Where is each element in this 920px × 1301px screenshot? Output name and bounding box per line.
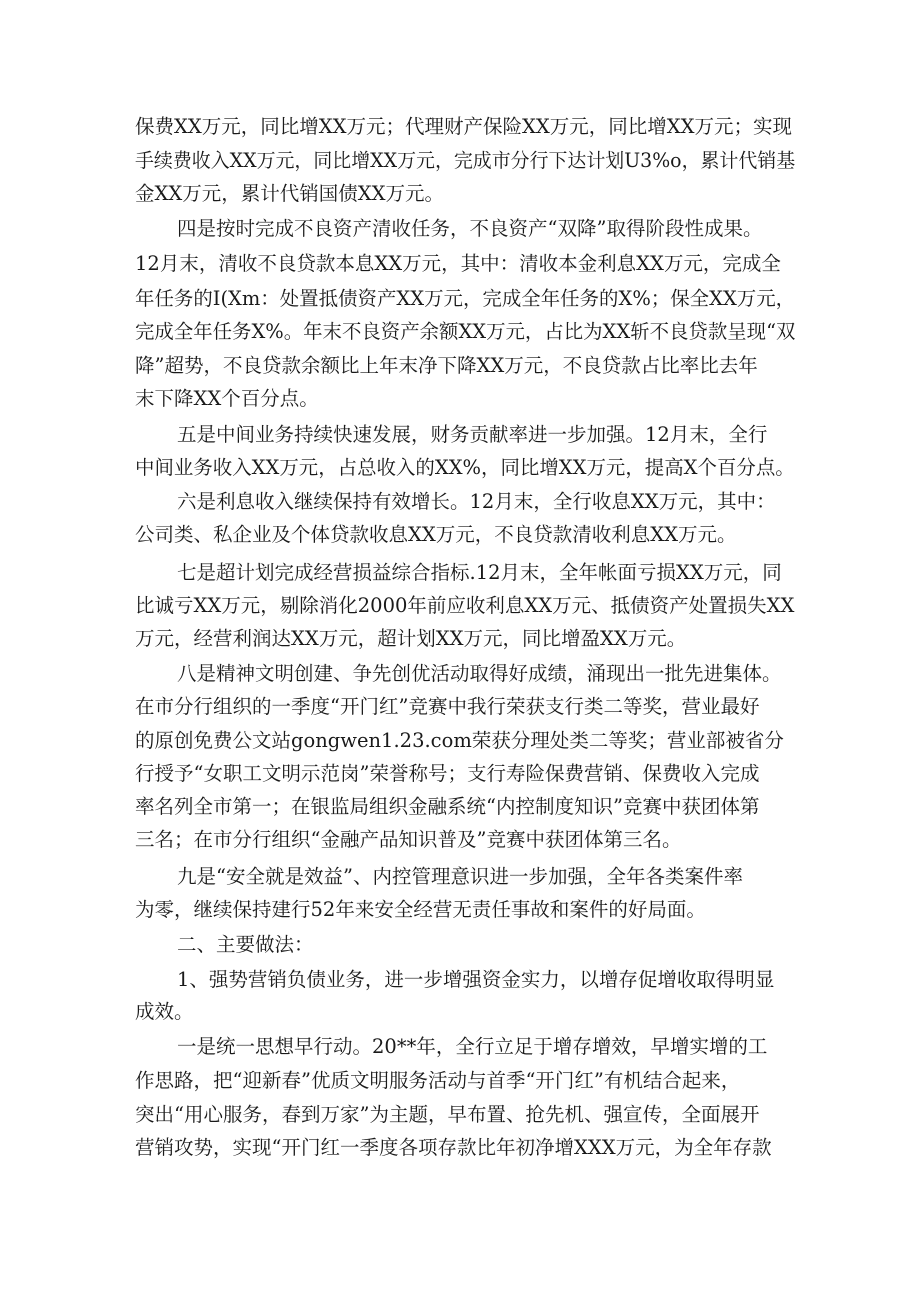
text-line: 率名列全市第一；在银监局组织金融系统“内控制度知识”竞赛中获团体第 (135, 795, 760, 818)
text-line: 突出“用心服务，春到万家”为主题，早布置、抢先机、强宣传，全面展开 (135, 1103, 760, 1126)
paragraph-start-line: 八是精神文明创建、争先创优活动取得好成绩，涌现出一批先进集体。 (177, 662, 782, 685)
text-line: 成效。 (135, 1000, 194, 1023)
text-line: 作思路，把“迎新春”优质文明服务活动与首季“开门红”有机结合起来， (135, 1069, 741, 1092)
text-line: 金XX万元，累计代销国债XX万元。 (135, 182, 445, 205)
paragraph-start-line: 六是利息收入继续保持有效增长。12月末，全行收息XX万元，其中： (177, 490, 776, 513)
text-line: 降”超势，不良贷款余额比上年末净下降XX万元，不良贷款占比率比去年 (135, 354, 758, 377)
text-line: 万元，经营利润达XX万元，超计划XX万元，同比增盈XX万元。 (135, 627, 687, 650)
text-line: 比诚亏XX万元，剔除消化2000年前应收利息XX万元、抵债资产处置损失XX (135, 594, 795, 617)
text-line: 在市分行组织的一季度“开门红”竞赛中我行荣获支行类二等奖，营业最好 (135, 695, 760, 718)
text-line: 三名；在市分行组织“金融产品知识普及”竞赛中获团体第三名。 (135, 828, 682, 851)
paragraph-start-line: 九是“安全就是效益”、内控管理意识进一步加强，全年各类案件率 (177, 865, 743, 888)
text-line: 行授予“女职工文明示范岗”荣誉称号；支行寿险保费营销、保费收入完成 (135, 762, 760, 785)
paragraph-start-line: 五是中间业务持续快速发展，财务贡献率进一步加强。12月末，全行 (177, 423, 768, 446)
text-line: 公司类、私企业及个体贷款收息XX万元，不良贷款清收利息XX万元。 (135, 523, 737, 546)
section-heading: 二、主要做法： (177, 933, 314, 956)
text-line: 年任务的I(Xm：处置抵债资产XX万元，完成全年任务的X%；保全XX万元， (135, 287, 795, 310)
text-line: 完成全年任务X%。年末不良资产余额XX万元，占比为XX斩不良贷款呈现“双 (135, 320, 795, 343)
text-line: 末下降XX个百分点。 (135, 387, 319, 410)
text-line: 营销攻势，实现“开门红一季度各项存款比年初净增XXX万元，为全年存款 (135, 1136, 772, 1159)
paragraph-start-line: 七是超计划完成经营损益综合指标.12月末，全年帐面亏损XX万元，同 (177, 561, 782, 584)
text-line: 的原创免费公文站gongwen1.23.com荣获分理处类二等奖；营业部被省分 (135, 729, 784, 752)
text-line: 手续费收入XX万元，同比增XX万元，完成市分行下达计划U3%o，累计代销基 (135, 149, 795, 172)
paragraph-start-line: 四是按时完成不良资产清收任务，不良资产“双降”取得阶段性成果。 (177, 217, 763, 240)
text-line: 为零，继续保持建行52年来安全经营无责任事故和案件的好局面。 (135, 898, 706, 921)
text-line: 中间业务收入XX万元，占总收入的XX%，同比增XX万元，提高X个百分点。 (135, 456, 795, 479)
subsection-heading: 1、强势营销负债业务，进一步增强资金实力，以增存促增收取得明显 (177, 968, 775, 991)
text-line: 12月末，清收不良贷款本息XX万元，其中：清收本金利息XX万元，完成全 (135, 252, 781, 275)
text-line: 保费XX万元，同比增XX万元；代理财产保险XX万元，同比增XX万元；实现 (135, 115, 793, 138)
paragraph-start-line: 一是统一思想早行动。20**年，全行立足于增存增效，早增实增的工 (177, 1035, 768, 1058)
